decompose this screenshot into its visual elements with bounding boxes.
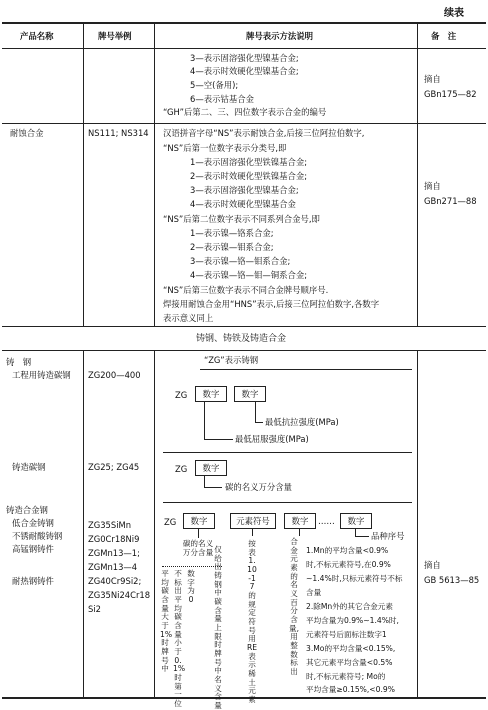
row1-note-1: 摘自	[424, 74, 441, 84]
row5-vert-col6: 合金元素的名义百分含量,用整数标出	[288, 537, 299, 676]
section-bottom-border	[2, 350, 486, 351]
row2-note-2: GBn271—88	[424, 196, 477, 206]
row5-desc-11: 平均含量≥0.15%,<0.9%	[306, 685, 395, 694]
row5-vert-col5: 按表1.10-17的规定符号用RE表示稀土元素	[246, 539, 258, 704]
row5-box-1: 数字	[183, 513, 215, 529]
row3-zg: ZG	[175, 390, 188, 400]
row5-desc-8: 3.Mo的平均含量<0.15%,	[306, 644, 396, 653]
row5-name-4: 高锰钢铸件	[12, 544, 54, 554]
row5-desc-1: 1.Mn的平均含量<0.9%	[306, 546, 389, 555]
row2-line-12: “NS”后第三位数字表示不同合金牌号顺序号.	[163, 285, 329, 295]
row3-anno-2: 最低屈服强度(MPa)	[235, 434, 309, 444]
row3-name-2: 工程用铸造碳钢	[12, 370, 71, 380]
row5-desc-7: 元素符号后面标注数字1	[306, 630, 387, 639]
row2-line-7: “NS”后第二位数字表示不同系列合金号,即	[163, 214, 320, 224]
row5-box-4: 数字	[340, 513, 372, 529]
header-bottom-border	[2, 48, 486, 49]
row2-line-2: “NS”后第一位数字表示分类号,即	[163, 143, 287, 153]
row3-label-underline	[200, 369, 412, 370]
row5-box3-stem	[299, 528, 300, 536]
row5-box-2: 元素符号	[230, 513, 276, 529]
row3-leader-2	[204, 401, 205, 440]
table-bottom-border	[2, 697, 486, 699]
row5-desc-4: 含量	[306, 588, 322, 597]
header-note: 备 注	[431, 31, 457, 41]
row2-line-1: 汉语拼音字母“NS”表示耐蚀合金,后接三位阿拉伯数字,	[163, 128, 365, 138]
row2-line-11: 4—表示镍—铬—钼—铜系合金;	[190, 270, 308, 280]
row1-note-2: GBn175—82	[424, 89, 477, 99]
row5-ellipsis: ……	[318, 516, 335, 526]
section-title: 铸钢、铸铁及铸造合金	[196, 334, 287, 344]
row4-leader-h	[204, 487, 222, 488]
row4-name: 铸造碳钢	[12, 462, 46, 472]
row1-line-3: 5—空(备用);	[190, 80, 239, 90]
row3-name-1: 铸 钢	[6, 357, 32, 367]
row5-vert-col4: 仅给出铸钢中碳含量上限时牌号中名义含量	[214, 545, 222, 710]
row5-box1-stem	[198, 528, 199, 538]
row1-line-2: 4—表示时效硬化型镍基合金;	[190, 66, 299, 76]
row5-example-7: Si2	[88, 604, 101, 614]
col-divider-1	[83, 22, 84, 326]
row1-line-5: “GH”后第二、三、四位数字表示合金的编号	[163, 107, 327, 117]
col-divider-3	[417, 22, 418, 326]
row5-top-rule	[163, 502, 412, 503]
header-method: 牌号表示方法说明	[246, 31, 313, 41]
col-divider-1-lower	[83, 350, 84, 697]
row5-desc-9: 其它元素平均含量<0.5%	[306, 658, 393, 667]
row5-example-6: ZG35Ni24Cr18	[88, 590, 151, 600]
row2-line-14: 表示意义同上	[163, 313, 214, 323]
col-divider-3-lower	[417, 350, 418, 697]
row3-leader-1	[255, 401, 256, 423]
row2-line-9: 2—表示镍—钼系合金;	[190, 242, 274, 252]
row5-vert-col3: 数字为0	[187, 569, 195, 604]
continued-label: 续表	[444, 8, 464, 19]
row5-desc-3: ~1.4%时,只标元素符号不标	[306, 574, 403, 583]
row5-name-3: 不锈耐酸铸钢	[12, 531, 63, 541]
row3-box-2: 数字	[234, 386, 266, 402]
row3-leader-2h	[204, 439, 233, 440]
row4-box: 数字	[195, 460, 227, 476]
row4-zg: ZG	[175, 464, 188, 474]
row2-line-8: 1—表示镍—铬系合金;	[190, 228, 274, 238]
row2-line-6: 4—表示时效硬化型镍基合金	[190, 199, 296, 209]
row3-example: ZG200—400	[88, 370, 141, 380]
row4-anno: 碳的名义万分含量	[225, 482, 292, 492]
row2-bottom-border	[2, 326, 486, 327]
row3-zg-label: “ZG”表示铸钢	[204, 355, 259, 365]
row2-line-13: 焊接用耐蚀合金用“HNS”表示,后接三位阿拉伯数字,各数字	[163, 299, 380, 309]
row5-name-1: 铸造合金钢	[6, 505, 48, 515]
header-example: 牌号举例	[98, 31, 132, 41]
row5-name-5: 耐热钢铸件	[12, 576, 54, 586]
row2-name: 耐蚀合金	[10, 128, 44, 138]
row5-desc-10: 时,不标元素符号; Mo的	[306, 672, 386, 681]
row5-example-2: ZG0Cr18Ni9	[88, 534, 140, 544]
row5-box-3: 数字	[284, 513, 316, 529]
row5-zg: ZG	[164, 517, 177, 527]
row5-example-5: ZG40Cr9Si2;	[88, 576, 142, 586]
row4-example: ZG25; ZG45	[88, 462, 140, 472]
row5-example-4: ZGMn13—4	[88, 562, 138, 572]
row5-box2-stem	[252, 528, 253, 536]
row4-top-rule	[163, 452, 412, 453]
row2-note-1: 摘自	[424, 181, 441, 191]
row2-example: NS111; NS314	[88, 128, 149, 138]
row1-bottom-border	[2, 123, 486, 124]
row5-desc-5: 2.除Mn外的其它合金元素	[306, 602, 393, 611]
row3-box-1: 数字	[195, 386, 227, 402]
row5-carbon-label: 碳的名义万分含量	[182, 539, 214, 557]
row5-seq-leader-h	[355, 536, 369, 537]
row5-note-2: GB 5613—85	[424, 575, 480, 585]
row5-desc-2: 时,不标元素符号,在0.9%	[306, 560, 391, 569]
table-top-border	[2, 22, 486, 24]
row5-note-1: 摘自	[424, 560, 441, 570]
row5-name-2: 低合金铸钢	[12, 518, 54, 528]
row5-vert-col2: 不标出平均碳含量小于0.1%时第一位	[173, 569, 186, 708]
row5-example-1: ZG35SiMn	[88, 520, 132, 530]
col-divider-2	[154, 22, 155, 326]
row2-line-3: 1—表示固溶强化型铁镍基合金;	[190, 157, 308, 167]
row5-example-3: ZGMn13—1;	[88, 548, 140, 558]
row1-line-4: 6—表示钴基合金	[190, 94, 254, 104]
row2-line-4: 2—表示时效硬化型铁镍基合金;	[190, 171, 308, 181]
row5-vert-col1: 平均碳含量大于1%时牌号中	[160, 569, 173, 674]
row5-anno-seq: 品种序号	[371, 531, 405, 541]
row3-leader-1h	[255, 422, 263, 423]
row2-line-10: 3—表示镍—铬—钼系合金;	[190, 256, 291, 266]
col-divider-2-lower	[154, 350, 155, 697]
row1-line-1: 3—表示固溶强化型镍基合金;	[190, 53, 299, 63]
row3-anno-1: 最低抗拉强度(MPa)	[265, 417, 339, 427]
row2-line-5: 3—表示固溶强化型镍基合金;	[190, 185, 299, 195]
row5-desc-6: 平均含量为0.9%~1.4%时,	[306, 616, 399, 625]
header-name: 产品名称	[20, 31, 54, 41]
